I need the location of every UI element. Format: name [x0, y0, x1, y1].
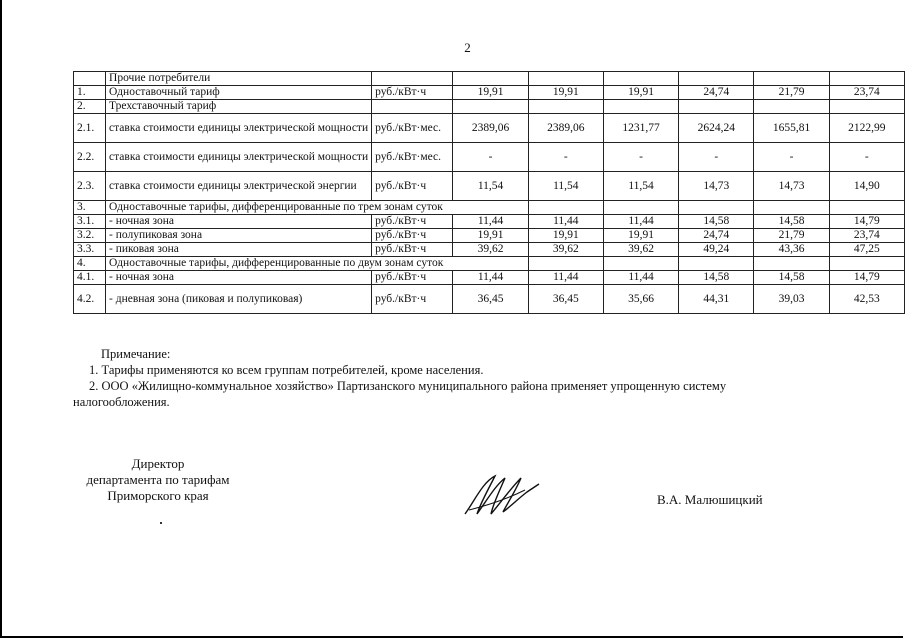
value-cell [528, 72, 603, 86]
signer-title-line-2: департамента по тарифам [86, 472, 230, 487]
value-cell: 14,58 [679, 215, 754, 229]
value-cell: 39,62 [603, 243, 678, 257]
table-row [74, 257, 905, 271]
value-cell: - [754, 143, 829, 172]
value-cell [829, 72, 904, 86]
value-cell: - [528, 143, 603, 172]
stray-mark [160, 522, 162, 524]
value-cell: 19,91 [528, 86, 603, 100]
empty-value-cell [603, 257, 678, 271]
table-row [74, 72, 905, 86]
value-cell: - [829, 143, 904, 172]
page-number: 2 [464, 40, 471, 55]
table-row [74, 243, 905, 257]
value-cell [603, 72, 678, 86]
tariff-table [73, 71, 905, 314]
table-row [74, 143, 905, 172]
value-cell: 35,66 [603, 285, 678, 314]
tariff-table-body [74, 72, 905, 314]
unit-cell: руб./кВт·ч [372, 243, 453, 257]
table-row [74, 172, 905, 201]
value-cell: 2389,06 [453, 114, 528, 143]
tariff-name-cell: ставка стоимости единицы электрической мощности [106, 143, 372, 172]
section-header-cell: Одноставочные тарифы, дифференцированные по трем зонам суток [106, 201, 453, 215]
value-cell [528, 100, 603, 114]
row-number-cell: 2.2. [74, 143, 106, 172]
value-cell: 39,62 [528, 243, 603, 257]
value-cell: 44,31 [679, 285, 754, 314]
value-cell: 11,44 [528, 215, 603, 229]
empty-value-cell [754, 201, 829, 215]
note-item-1: 1. Тарифы применяются ко всем группам потребителей, кроме населения. [89, 363, 484, 377]
value-cell: 14,79 [829, 215, 904, 229]
value-cell: 23,74 [829, 86, 904, 100]
signer-title-line-1: Директор [131, 456, 185, 471]
tariff-name-cell: ставка стоимости единицы электрической энергии [106, 172, 372, 201]
value-cell [754, 72, 829, 86]
value-cell: 21,79 [754, 229, 829, 243]
value-cell: 11,54 [603, 172, 678, 201]
tariff-name-cell: Прочие потребители [106, 72, 372, 86]
tariff-name-cell: Трехставочный тариф [106, 100, 372, 114]
empty-value-cell [528, 257, 603, 271]
value-cell: 14,58 [754, 271, 829, 285]
row-number-cell: 4.1. [74, 271, 106, 285]
row-number-cell [74, 72, 106, 86]
value-cell: 24,74 [679, 229, 754, 243]
value-cell: 11,44 [603, 215, 678, 229]
value-cell: 47,25 [829, 243, 904, 257]
value-cell: 36,45 [528, 285, 603, 314]
tariff-name-cell: - ночная зона [106, 215, 372, 229]
section-header-cell: Одноставочные тарифы, дифференцированные по двум зонам суток [106, 257, 453, 271]
value-cell: 11,44 [453, 271, 528, 285]
table-row [74, 86, 905, 100]
unit-cell: руб./кВт·ч [372, 229, 453, 243]
value-cell [679, 100, 754, 114]
value-cell: 39,62 [453, 243, 528, 257]
row-number-cell: 4. [74, 257, 106, 271]
empty-value-cell [829, 257, 904, 271]
value-cell [679, 72, 754, 86]
table-row [74, 271, 905, 285]
empty-value-cell [829, 201, 904, 215]
value-cell: 42,53 [829, 285, 904, 314]
row-number-cell: 4.2. [74, 285, 106, 314]
empty-value-cell [679, 257, 754, 271]
row-number-cell: 3. [74, 201, 106, 215]
empty-value-cell [603, 201, 678, 215]
unit-cell: руб./кВт·ч [372, 215, 453, 229]
note-item-2-continuation: налогообложения. [73, 395, 170, 409]
value-cell: 2122,99 [829, 114, 904, 143]
value-cell: 23,74 [829, 229, 904, 243]
unit-cell [372, 100, 453, 114]
value-cell: 19,91 [453, 229, 528, 243]
row-number-cell: 2. [74, 100, 106, 114]
value-cell: 1231,77 [603, 114, 678, 143]
signer-title-line-3: Приморского края [107, 488, 209, 503]
value-cell: - [603, 143, 678, 172]
value-cell: - [453, 143, 528, 172]
table-row [74, 100, 905, 114]
signer-title [73, 456, 243, 504]
table-row [74, 114, 905, 143]
table-row [74, 285, 905, 314]
table-row [74, 215, 905, 229]
empty-value-cell [679, 201, 754, 215]
row-number-cell: 3.2. [74, 229, 106, 243]
value-cell: 36,45 [453, 285, 528, 314]
value-cell: 14,73 [679, 172, 754, 201]
empty-value-cell [528, 201, 603, 215]
unit-cell: руб./кВт·ч [372, 285, 453, 314]
value-cell: 2389,06 [528, 114, 603, 143]
value-cell: 11,44 [453, 215, 528, 229]
notes-section [73, 346, 793, 410]
tariff-name-cell: - полупиковая зона [106, 229, 372, 243]
unit-cell: руб./кВт·ч [372, 86, 453, 100]
handwritten-signature [455, 470, 545, 520]
signer-name: В.А. Малюшицкий [657, 492, 763, 507]
tariff-name-cell: - дневная зона (пиковая и полупиковая) [106, 285, 372, 314]
value-cell [754, 100, 829, 114]
tariff-name-cell: - ночная зона [106, 271, 372, 285]
row-number-cell: 2.3. [74, 172, 106, 201]
value-cell: 43,36 [754, 243, 829, 257]
value-cell: 49,24 [679, 243, 754, 257]
row-number-cell: 1. [74, 86, 106, 100]
value-cell [603, 100, 678, 114]
unit-cell: руб./кВт·мес. [372, 143, 453, 172]
unit-cell: руб./кВт·мес. [372, 114, 453, 143]
value-cell: 11,54 [528, 172, 603, 201]
value-cell: 1655,81 [754, 114, 829, 143]
note-item-2: 2. ООО «Жилищно-коммунальное хозяйство» Партизанского муниципального района применяет упрощенную систему [89, 379, 727, 393]
value-cell [829, 100, 904, 114]
value-cell: 2624,24 [679, 114, 754, 143]
value-cell: - [679, 143, 754, 172]
empty-value-cell [453, 201, 528, 215]
value-cell: 14,90 [829, 172, 904, 201]
tariff-name-cell: ставка стоимости единицы электрической мощности [106, 114, 372, 143]
row-number-cell: 3.1. [74, 215, 106, 229]
empty-value-cell [754, 257, 829, 271]
row-number-cell: 3.3. [74, 243, 106, 257]
unit-cell [372, 72, 453, 86]
value-cell: 39,03 [754, 285, 829, 314]
empty-value-cell [453, 257, 528, 271]
table-row [74, 229, 905, 243]
notes-heading: Примечание: [101, 347, 171, 361]
value-cell [453, 72, 528, 86]
tariff-name-cell: - пиковая зона [106, 243, 372, 257]
value-cell: 14,79 [829, 271, 904, 285]
unit-cell: руб./кВт·ч [372, 271, 453, 285]
value-cell: 11,44 [603, 271, 678, 285]
value-cell [453, 100, 528, 114]
unit-cell: руб./кВт·ч [372, 172, 453, 201]
value-cell: 19,91 [603, 229, 678, 243]
tariff-name-cell: Одноставочный тариф [106, 86, 372, 100]
value-cell: 11,44 [528, 271, 603, 285]
row-number-cell: 2.1. [74, 114, 106, 143]
value-cell: 19,91 [453, 86, 528, 100]
value-cell: 19,91 [603, 86, 678, 100]
value-cell: 14,73 [754, 172, 829, 201]
value-cell: 21,79 [754, 86, 829, 100]
value-cell: 19,91 [528, 229, 603, 243]
value-cell: 14,58 [754, 215, 829, 229]
value-cell: 24,74 [679, 86, 754, 100]
value-cell: 11,54 [453, 172, 528, 201]
table-row [74, 201, 905, 215]
value-cell: 14,58 [679, 271, 754, 285]
